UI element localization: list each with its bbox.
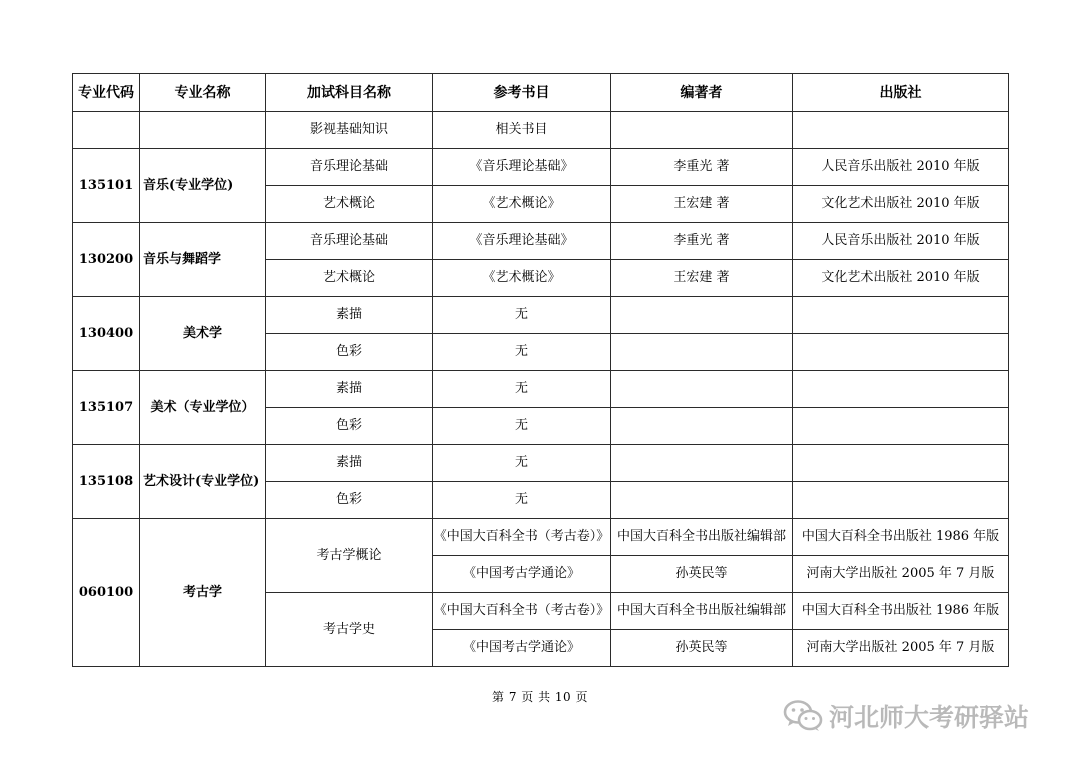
- major-code-cell: 130200: [73, 223, 140, 297]
- major-name-cell: 美术学: [140, 297, 266, 371]
- publisher-cell: [793, 334, 1009, 371]
- header-exam-subject: 加试科目名称: [266, 74, 433, 112]
- subject-cell: 素描: [266, 297, 433, 334]
- author-cell: 王宏建 著: [611, 260, 793, 297]
- book-cell: 《艺术概论》: [433, 186, 611, 223]
- author-cell: 李重光 著: [611, 149, 793, 186]
- publisher-cell: 人民音乐出版社 2010 年版: [793, 223, 1009, 260]
- subject-cell: 色彩: [266, 334, 433, 371]
- watermark-text: 河北师大考研驿站: [829, 703, 1030, 732]
- author-cell: 中国大百科全书出版社编辑部: [611, 519, 793, 556]
- subject-cell: 影视基础知识: [266, 112, 433, 149]
- subject-cell: 艺术概论: [266, 260, 433, 297]
- watermark: [783, 696, 1029, 736]
- table-row: [73, 371, 1009, 408]
- major-code-cell: 135108: [73, 445, 140, 519]
- book-cell: 《中国考古学通论》: [433, 630, 611, 667]
- author-cell: [611, 445, 793, 482]
- book-cell: 《音乐理论基础》: [433, 223, 611, 260]
- table-row: [73, 112, 1009, 149]
- subject-cell: 艺术概论: [266, 186, 433, 223]
- major-name-cell: 音乐与舞蹈学: [140, 223, 266, 297]
- subject-cell: 音乐理论基础: [266, 223, 433, 260]
- book-cell: 《中国大百科全书（考古卷）》: [433, 593, 611, 630]
- book-cell: 《中国大百科全书（考古卷）》: [433, 519, 611, 556]
- publisher-cell: [793, 112, 1009, 149]
- publisher-cell: 河南大学出版社 2005 年 7 月版: [793, 556, 1009, 593]
- publisher-cell: 文化艺术出版社 2010 年版: [793, 186, 1009, 223]
- page-number: 第 7 页 共 10 页: [492, 690, 588, 704]
- subject-cell: 色彩: [266, 408, 433, 445]
- major-code-cell: 130400: [73, 297, 140, 371]
- publisher-cell: [793, 482, 1009, 519]
- subject-cell: 素描: [266, 445, 433, 482]
- major-code-cell: 135101: [73, 149, 140, 223]
- book-cell: 无: [433, 445, 611, 482]
- major-name-cell: 美术（专业学位）: [140, 371, 266, 445]
- publisher-cell: 文化艺术出版社 2010 年版: [793, 260, 1009, 297]
- subject-cell: 素描: [266, 371, 433, 408]
- major-code-cell: 060100: [73, 519, 140, 667]
- header-reference-book: 参考书目: [433, 74, 611, 112]
- subject-cell: 考古学概论: [266, 519, 433, 593]
- subject-cell: 考古学史: [266, 593, 433, 667]
- major-name-cell: 音乐(专业学位): [140, 149, 266, 223]
- table-row: [73, 297, 1009, 334]
- author-cell: [611, 297, 793, 334]
- book-cell: 无: [433, 297, 611, 334]
- publisher-cell: 中国大百科全书出版社 1986 年版: [793, 519, 1009, 556]
- header-row: [73, 74, 1009, 112]
- author-cell: 李重光 著: [611, 223, 793, 260]
- author-cell: 中国大百科全书出版社编辑部: [611, 593, 793, 630]
- author-cell: [611, 371, 793, 408]
- subject-cell: 音乐理论基础: [266, 149, 433, 186]
- header-publisher: 出版社: [793, 74, 1009, 112]
- author-cell: [611, 482, 793, 519]
- table-row: [73, 445, 1009, 482]
- book-cell: 无: [433, 334, 611, 371]
- table-row: [73, 223, 1009, 260]
- major-code-cell: 135107: [73, 371, 140, 445]
- wechat-icon: [783, 699, 823, 733]
- major-code-cell: [73, 112, 140, 149]
- table-row: [73, 519, 1009, 556]
- table-row: [73, 149, 1009, 186]
- publisher-cell: [793, 297, 1009, 334]
- publisher-cell: [793, 445, 1009, 482]
- major-name-cell: 考古学: [140, 519, 266, 667]
- book-cell: 无: [433, 371, 611, 408]
- book-cell: 《艺术概论》: [433, 260, 611, 297]
- author-cell: 孙英民等: [611, 630, 793, 667]
- header-major-code: 专业代码: [73, 74, 140, 112]
- publisher-cell: [793, 408, 1009, 445]
- publisher-cell: 河南大学出版社 2005 年 7 月版: [793, 630, 1009, 667]
- author-cell: 孙英民等: [611, 556, 793, 593]
- publisher-cell: 中国大百科全书出版社 1986 年版: [793, 593, 1009, 630]
- author-cell: [611, 408, 793, 445]
- publisher-cell: 人民音乐出版社 2010 年版: [793, 149, 1009, 186]
- book-cell: 无: [433, 482, 611, 519]
- header-author: 编著者: [611, 74, 793, 112]
- major-name-cell: [140, 112, 266, 149]
- book-cell: 《中国考古学通论》: [433, 556, 611, 593]
- author-cell: [611, 112, 793, 149]
- author-cell: [611, 334, 793, 371]
- publisher-cell: [793, 371, 1009, 408]
- reference-table: [72, 73, 1009, 667]
- book-cell: 无: [433, 408, 611, 445]
- subject-cell: 色彩: [266, 482, 433, 519]
- header-major-name: 专业名称: [140, 74, 266, 112]
- author-cell: 王宏建 著: [611, 186, 793, 223]
- major-name-cell: 艺术设计(专业学位): [140, 445, 266, 519]
- book-cell: 相关书目: [433, 112, 611, 149]
- book-cell: 《音乐理论基础》: [433, 149, 611, 186]
